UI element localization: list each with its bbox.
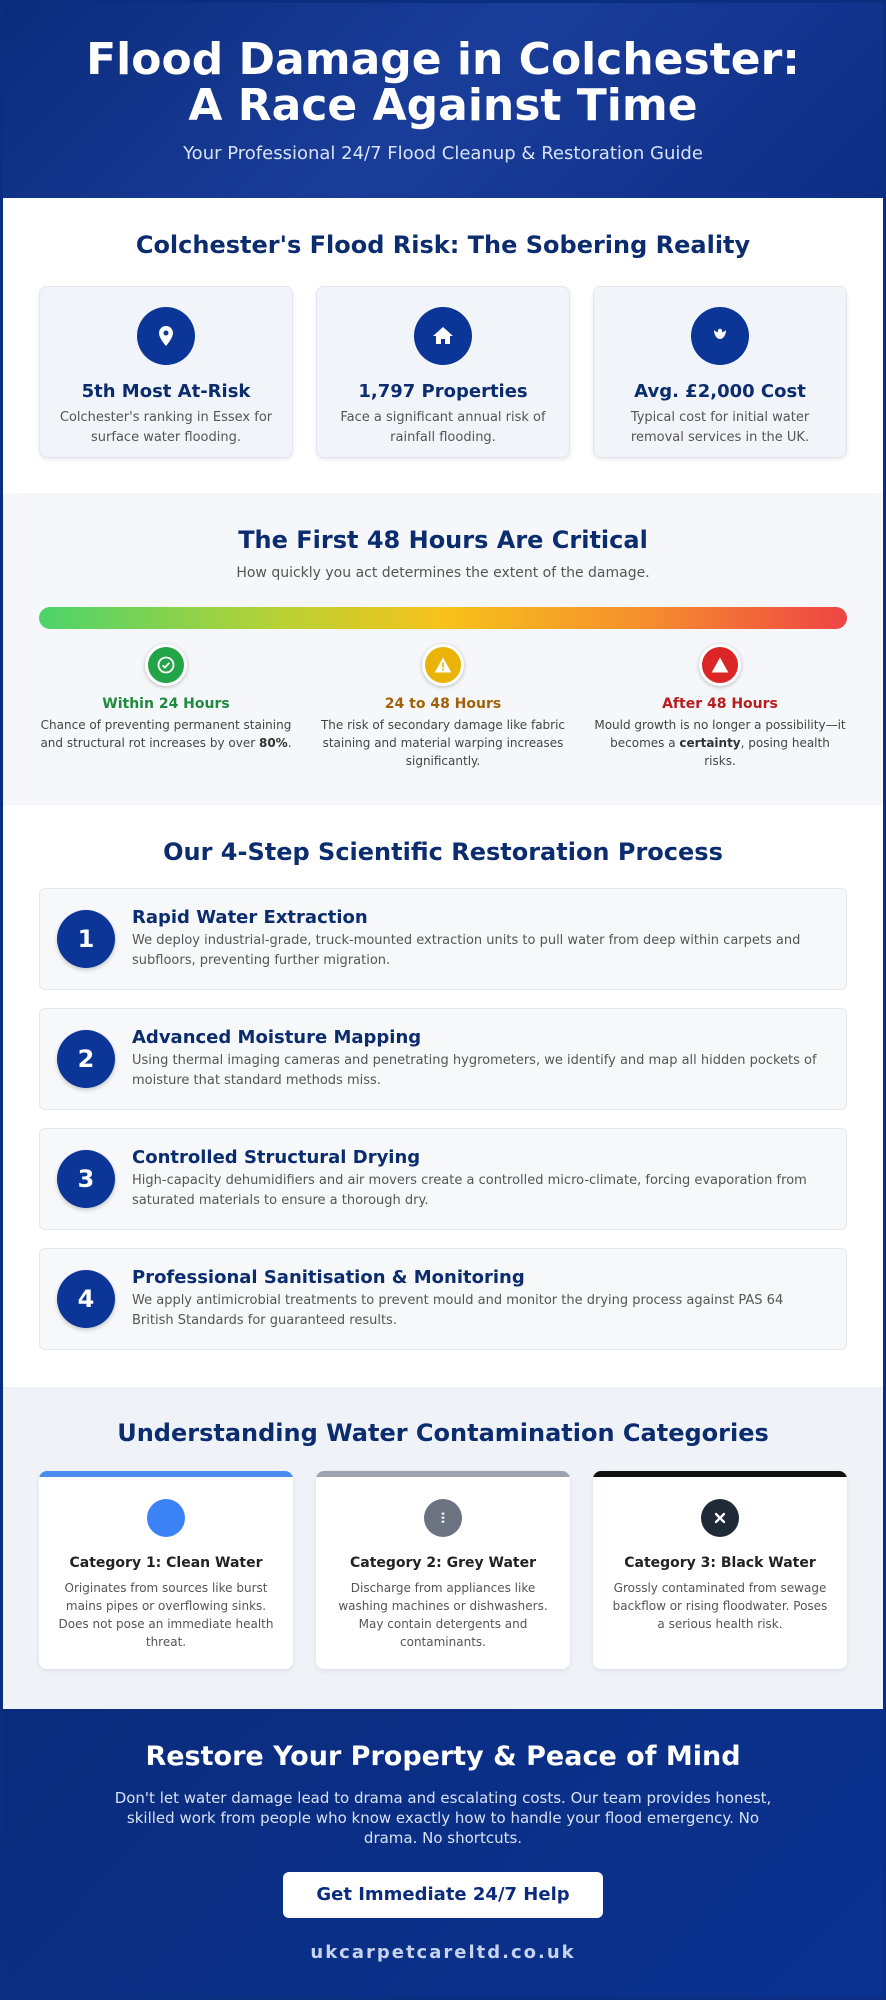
cta-section xyxy=(3,1709,883,2000)
card-topbar xyxy=(316,1471,570,1477)
stage-within-24 xyxy=(39,644,293,770)
get-help-button[interactable]: Get Immediate 24/7 Help xyxy=(283,1872,603,1918)
website-link[interactable]: ukcarpetcareltd.co.uk xyxy=(310,1942,576,1963)
info-icon xyxy=(424,1499,462,1537)
step-number: 2 xyxy=(57,1030,115,1088)
category-title: Category 3: Black Water xyxy=(624,1555,816,1571)
card-topbar xyxy=(39,1471,293,1477)
category-title: Category 1: Clean Water xyxy=(69,1555,263,1571)
process-step xyxy=(39,1128,847,1230)
category-card-clean xyxy=(39,1471,293,1669)
step-desc: We deploy industrial-grade, truck-mounted extraction units to pull water from deep within carpets and subfloors, preventing further migration. xyxy=(132,933,801,968)
risk-card-ranking xyxy=(39,286,293,458)
category-card-black xyxy=(593,1471,847,1669)
step-title: Professional Sanitisation & Monitoring xyxy=(132,1267,525,1288)
step-number: 3 xyxy=(57,1150,115,1208)
step-desc: High-capacity dehumidifiers and air movers create a controlled micro-climate, forcing evaporation from saturated materials to ensure a thorough dry. xyxy=(132,1173,807,1208)
step-title: Advanced Moisture Mapping xyxy=(132,1027,422,1048)
stage-24-to-48 xyxy=(316,644,570,770)
category-desc: Originates from sources like burst mains pipes or overflowing sinks. Does not pose an immediate health threat. xyxy=(58,1581,274,1649)
category-desc: Grossly contaminated from sewage backflow or rising floodwater. Poses a serious health risk. xyxy=(612,1581,828,1631)
urgency-gradient-bar xyxy=(39,607,847,629)
risk-desc: Face a significant annual risk of rainfall flooding. xyxy=(340,410,546,445)
cta-text: Don't let water damage lead to drama and escalating costs. Our team provides honest, skilled work from people who know exactly how to handle your flood emergency. No drama. No shortcuts. xyxy=(114,1789,772,1847)
cta-title: Restore Your Property & Peace of Mind xyxy=(145,1741,741,1772)
contamination-section xyxy=(3,1387,883,1709)
close-icon xyxy=(701,1499,739,1537)
step-title: Controlled Structural Drying xyxy=(132,1147,421,1168)
stage-desc: Mould growth is no longer a possibility—it becomes a certainty, posing health risks. xyxy=(594,718,846,768)
process-step xyxy=(39,1008,847,1110)
risk-card-cost xyxy=(593,286,847,458)
risk-desc: Colchester's ranking in Essex for surface water flooding. xyxy=(59,410,273,445)
warning-icon xyxy=(422,644,464,686)
contamination-title: Understanding Water Contamination Categories xyxy=(117,1419,769,1447)
critical-hours-lead: How quickly you act determines the extent of the damage. xyxy=(236,565,650,581)
step-desc: We apply antimicrobial treatments to prevent mould and monitor the drying process against PAS 64 British Standards for guaranteed results. xyxy=(132,1293,784,1328)
home-icon xyxy=(414,307,472,365)
stage-desc: Chance of preventing permanent staining and structural rot increases by over 80%. xyxy=(40,718,292,750)
category-title: Category 2: Grey Water xyxy=(349,1555,537,1571)
critical-hours-title: The First 48 Hours Are Critical xyxy=(238,526,648,554)
stage-after-48 xyxy=(593,644,847,770)
risk-stat: Avg. £2,000 Cost xyxy=(634,381,806,402)
step-title: Rapid Water Extraction xyxy=(132,907,368,928)
page-subtitle: Your Professional 24/7 Flood Cleanup & Restoration Guide xyxy=(183,143,703,164)
stage-title: After 48 Hours xyxy=(662,696,778,712)
page-title: Flood Damage in Colchester: A Race Against Time xyxy=(86,34,800,131)
risk-desc: Typical cost for initial water removal services in the UK. xyxy=(630,410,810,445)
alert-triangle-icon xyxy=(699,644,741,686)
header xyxy=(3,3,883,198)
stage-title: Within 24 Hours xyxy=(102,696,230,712)
card-topbar xyxy=(593,1471,847,1477)
process-title: Our 4-Step Scientific Restoration Process xyxy=(163,838,723,866)
check-icon xyxy=(145,644,187,686)
flood-risk-section xyxy=(3,198,883,493)
process-step xyxy=(39,888,847,990)
coin-icon xyxy=(691,307,749,365)
category-card-grey xyxy=(316,1471,570,1669)
map-pin-icon xyxy=(137,307,195,365)
process-step xyxy=(39,1248,847,1350)
critical-hours-section xyxy=(3,493,883,805)
stage-desc: The risk of secondary damage like fabric staining and material warping increases significantly. xyxy=(320,718,566,768)
risk-stat: 5th Most At-Risk xyxy=(81,381,251,402)
restoration-process-section xyxy=(3,805,883,1387)
flood-risk-title: Colchester's Flood Risk: The Sobering Reality xyxy=(135,231,751,259)
water-drop-icon xyxy=(147,1499,185,1537)
step-desc: Using thermal imaging cameras and penetrating hygrometers, we identify and map all hidden pockets of moisture that standard methods miss. xyxy=(132,1053,817,1088)
risk-card-properties xyxy=(316,286,570,458)
risk-stat: 1,797 Properties xyxy=(358,381,528,402)
stage-title: 24 to 48 Hours xyxy=(384,696,502,712)
step-number: 1 xyxy=(57,910,115,968)
category-desc: Discharge from appliances like washing machines or dishwashers. May contain detergents and contaminants. xyxy=(338,1581,548,1649)
step-number: 4 xyxy=(57,1270,115,1328)
